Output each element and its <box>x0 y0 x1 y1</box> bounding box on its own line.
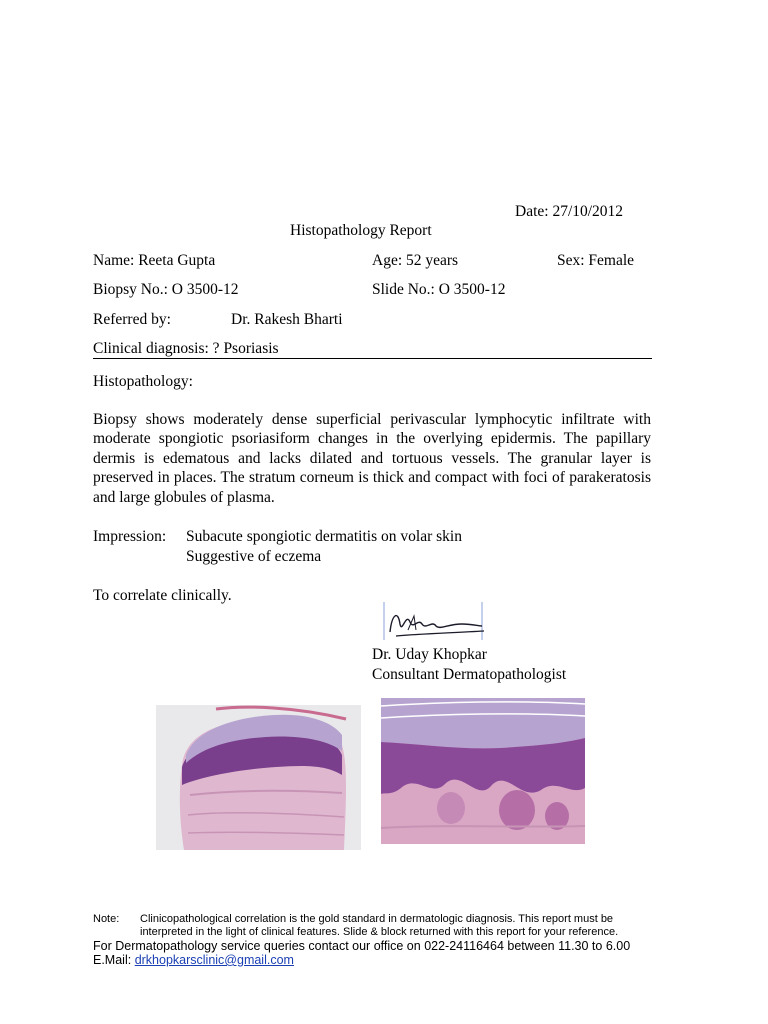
email-label: E.Mail: <box>93 953 135 967</box>
referred-by-label: Referred by: <box>93 311 171 328</box>
micrograph-high-power <box>381 698 585 844</box>
contact-line: For Dermatopathology service queries contact our office on 022-24116464 between 11.30 to 6.00 <box>93 939 631 953</box>
note-line-1: Clinicopathological correlation is the gold standard in dermatologic diagnosis. This report must be <box>140 913 614 925</box>
patient-name: Name: Reeta Gupta <box>93 252 216 269</box>
signatory-name: Dr. Uday Khopkar <box>372 646 487 663</box>
histopathology-heading: Histopathology: <box>93 373 193 390</box>
signatory-title: Consultant Dermatopathologist <box>372 666 567 683</box>
patient-age: Age: 52 years <box>372 252 459 269</box>
report-title: Histopathology Report <box>290 222 432 239</box>
correlate-note: To correlate clinically. <box>93 587 232 604</box>
note-line-2: interpreted in the light of clinical features. Slide & block returned with this report for your reference. <box>140 926 619 938</box>
impression-label: Impression: <box>93 528 167 545</box>
impression-line-1: Subacute spongiotic dermatitis on volar skin <box>186 528 462 545</box>
biopsy-number: Biopsy No.: O 3500-12 <box>93 281 239 298</box>
doctor-signature <box>378 600 488 650</box>
micrograph-low-power <box>156 705 361 850</box>
patient-sex: Sex: Female <box>557 252 635 269</box>
email-link[interactable]: drkhopkarsclinic@gmail.com <box>134 953 294 967</box>
clinical-diagnosis: Clinical diagnosis: ? Psoriasis <box>93 340 279 357</box>
slide-number: Slide No.: O 3500-12 <box>372 281 506 298</box>
note-label: Note: <box>93 913 120 925</box>
histopathology-findings: Biopsy shows moderately dense superficial perivascular lymphocytic infiltrate with moderate spongiotic psoriasiform changes in the overlying epidermis. The papillary dermis is edematous and lacks dilated and tortuous vessels. The granular layer is preserved in places. The stratum corneum is thick and compact with foci of parakeratosis and large globules of plasma. <box>93 411 651 506</box>
report-date: Date: 27/10/2012 <box>515 203 624 220</box>
header-divider <box>93 358 652 359</box>
email-line <box>93 953 294 967</box>
referring-doctor: Dr. Rakesh Bharti <box>231 311 343 328</box>
impression-line-2: Suggestive of eczema <box>186 548 322 565</box>
